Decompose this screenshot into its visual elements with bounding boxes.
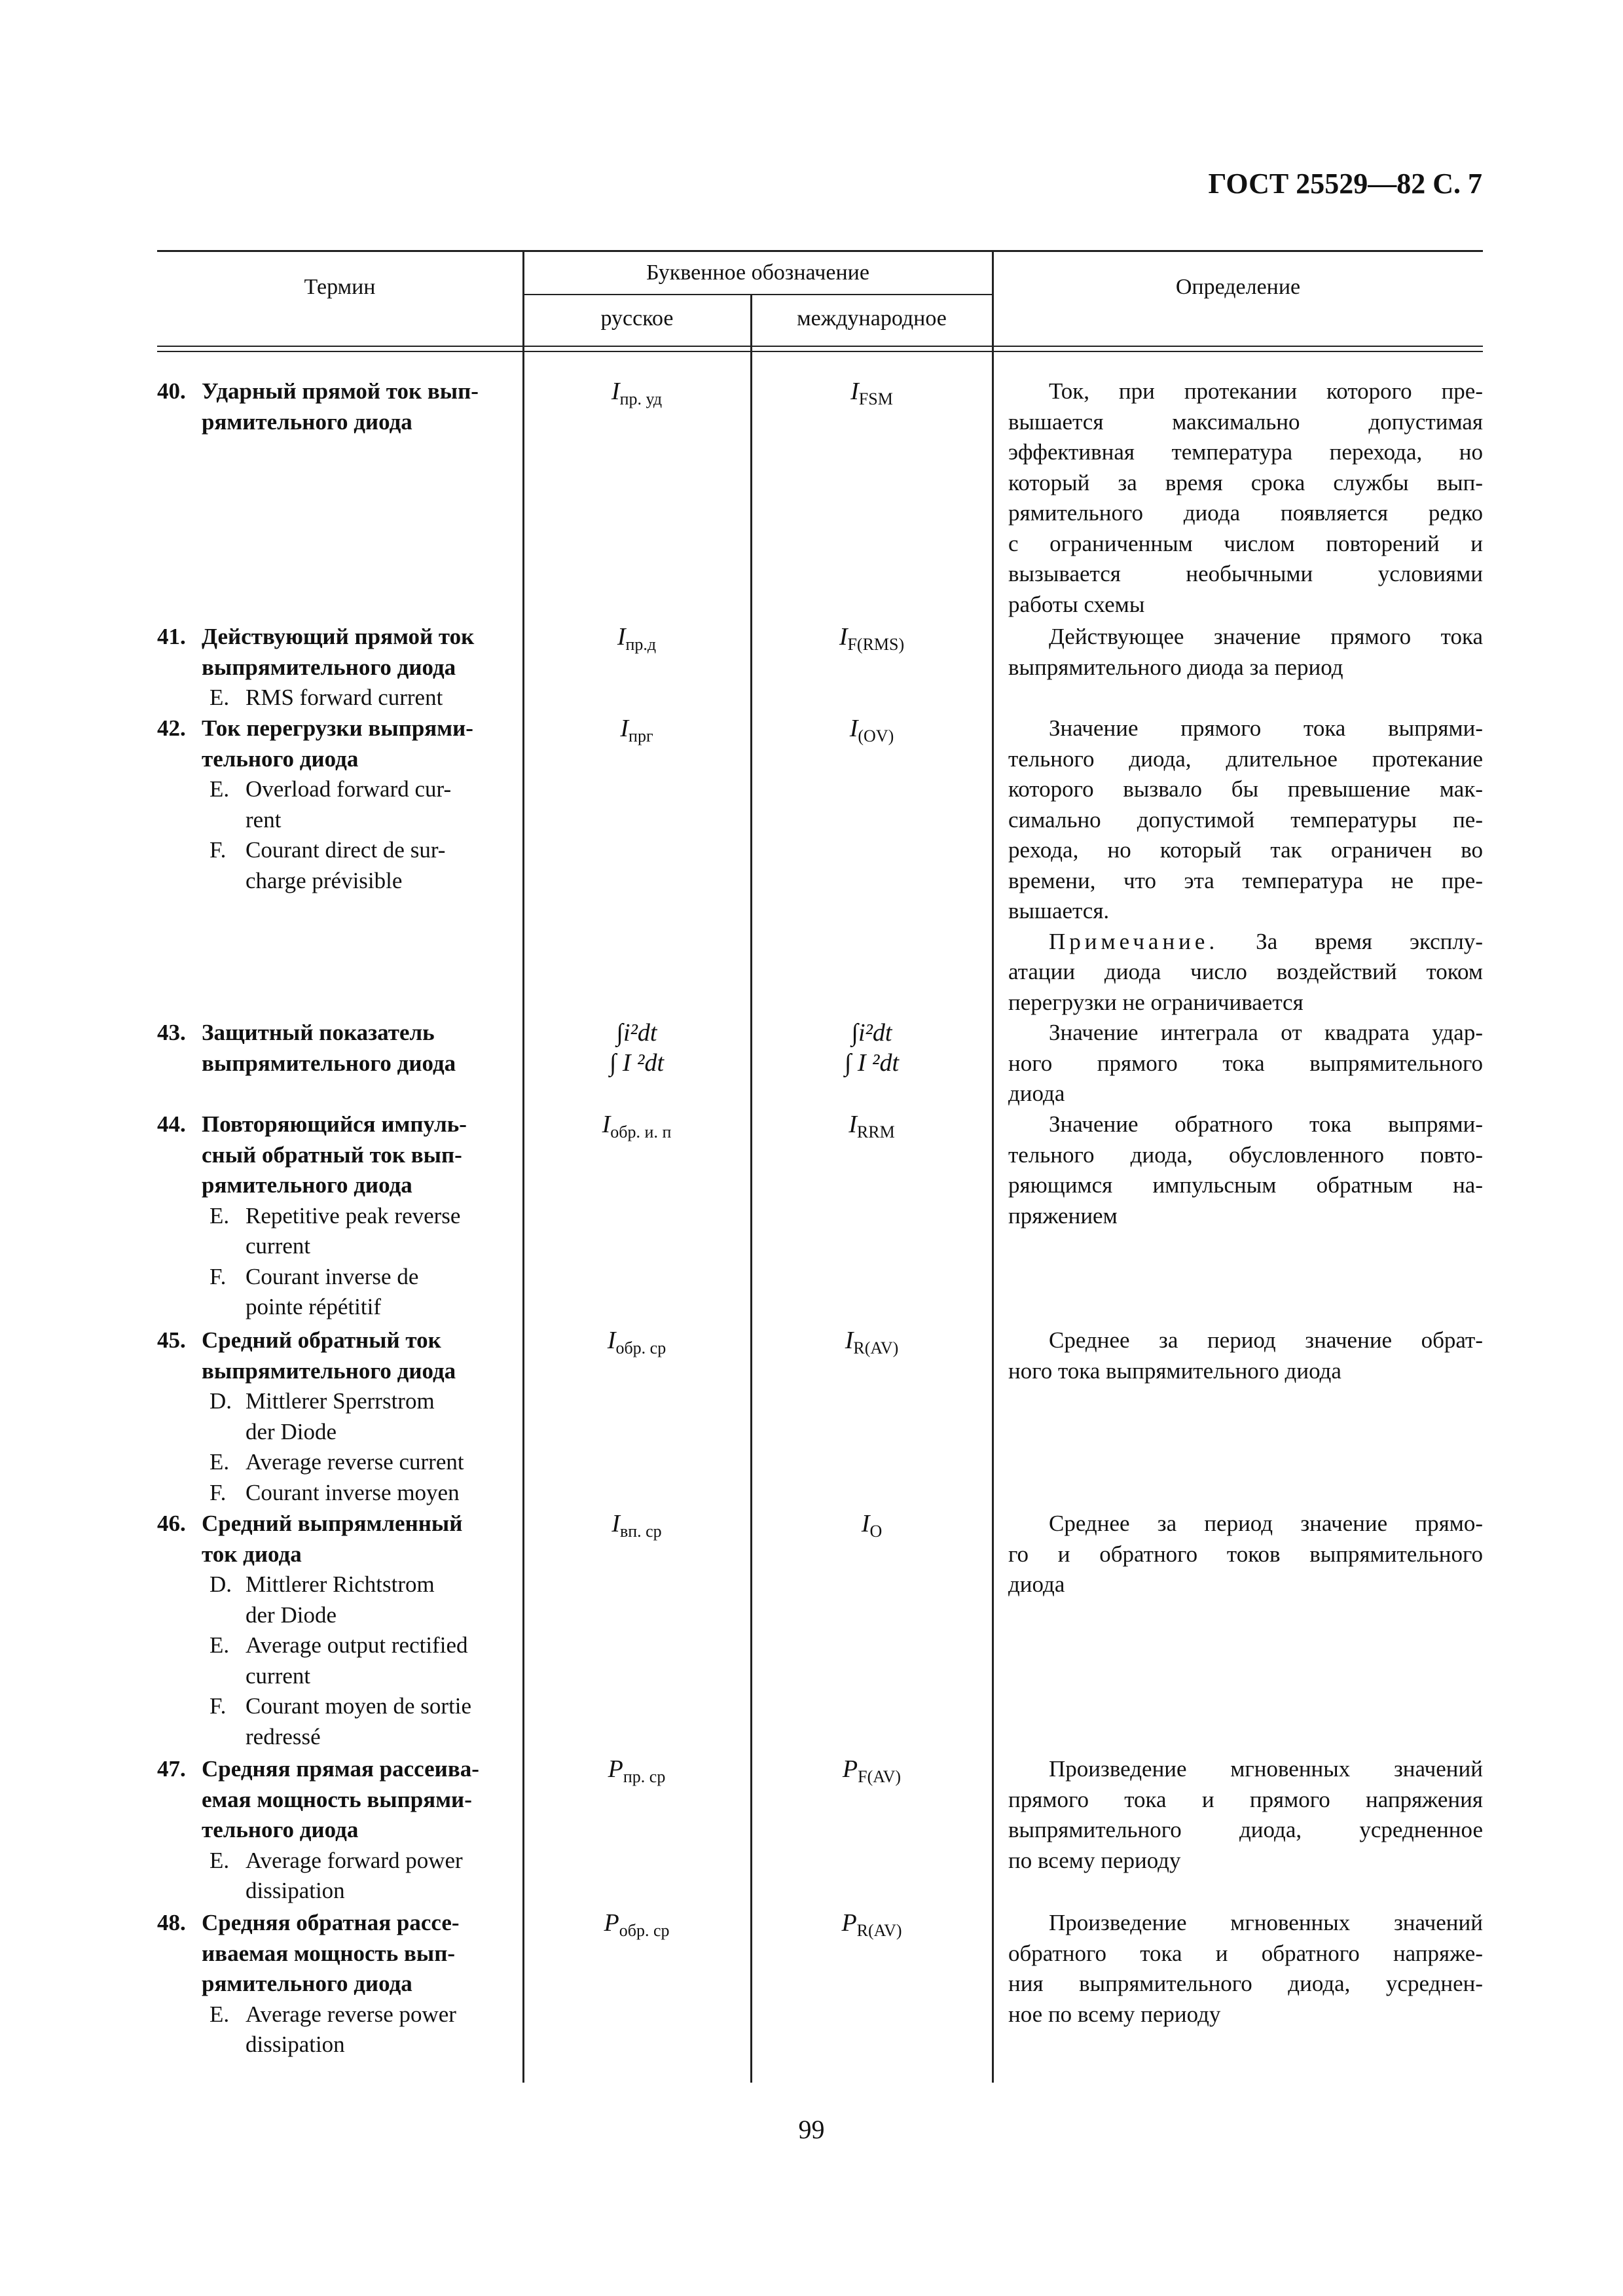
definition-line: ного прямого тока выпрямительного — [1008, 1050, 1483, 1076]
foreign-term-cont: pointe répétitif — [246, 1294, 382, 1319]
definition-line: Значение интеграла от квадрата удар- — [1049, 1020, 1483, 1045]
definition-line: симально допустимой температуры пе- — [1008, 806, 1483, 833]
term-entry — [157, 622, 524, 713]
foreign-term-cont: redressé — [246, 1723, 321, 1749]
definition-line: диода — [1008, 1081, 1065, 1106]
foreign-equivalent — [157, 1386, 524, 1447]
term-entry — [157, 1754, 524, 1907]
definition-text — [1008, 1325, 1483, 1386]
symbol-letter: I — [617, 623, 626, 651]
foreign-equivalent — [157, 2000, 524, 2060]
symbol-subscript: R(AV) — [856, 1921, 902, 1940]
definition-line: эффективная температура перехода, но — [1008, 439, 1483, 465]
definition-line: рямительного диода появляется редко — [1008, 500, 1483, 526]
symbol-subscript: вп. ср — [619, 1522, 662, 1541]
definition-line: Ток, при протекании которого пре- — [1049, 378, 1483, 404]
definition-line: вышается максимально допустимая — [1008, 408, 1483, 435]
language-code: E. — [210, 776, 230, 802]
definition-line: Действующее значение прямого тока — [1049, 624, 1483, 649]
foreign-equivalent — [157, 1691, 524, 1752]
definition-text — [1008, 713, 1483, 1018]
symbol-subscript: прг — [629, 726, 653, 745]
foreign-equivalent — [157, 683, 524, 713]
russian-symbol — [524, 1908, 750, 1946]
term-name-line — [157, 1754, 524, 1785]
symbol-subscript: обр. и. п — [610, 1122, 672, 1141]
language-code: E. — [210, 1632, 230, 1658]
term-number: 45. — [157, 1327, 186, 1353]
symbol-letter: I — [845, 1327, 854, 1354]
definition-line: работы схемы — [1008, 591, 1145, 617]
definition-line: вышается. — [1008, 898, 1110, 924]
definition-line: обратного тока и обратного напряже- — [1008, 1940, 1483, 1966]
header-russian: русское — [600, 306, 674, 331]
integral-expression: ∫i²dt — [851, 1019, 892, 1047]
term-name-line: рямительного диода — [202, 408, 412, 435]
definition-line: выпрямительного диода, усредненное — [1008, 1817, 1483, 1842]
foreign-term-cont: current — [246, 1662, 311, 1689]
term-name-line: иваемая мощность вып- — [202, 1940, 456, 1966]
integral-expression: ∫ I ²dt — [609, 1049, 664, 1077]
definition-line: го и обратного токов выпрямительного — [1008, 1541, 1483, 1567]
term-entry — [157, 376, 524, 437]
term-number: 47. — [157, 1756, 186, 1782]
foreign-equivalent — [157, 1201, 524, 1262]
definition-line: с ограниченным числом повторений и — [1008, 530, 1483, 556]
term-name-line — [157, 1018, 524, 1049]
symbol-subscript: пр. ср — [623, 1767, 666, 1786]
header-letter-designation: Буквенное обозначение — [646, 260, 869, 285]
definition-line: по всему периоду — [1008, 1847, 1181, 1873]
term-name-line: сный обратный ток вып- — [202, 1141, 462, 1168]
symbol-letter: I — [849, 715, 858, 742]
symbol-subscript: (OV) — [858, 726, 894, 745]
russian-symbol — [524, 1325, 750, 1363]
definition-line: пряжением — [1008, 1202, 1118, 1229]
term-text: Средняя прямая рассеива- — [202, 1756, 479, 1782]
note-line: перегрузки не ограничивается — [1008, 989, 1304, 1015]
term-number: 46. — [157, 1511, 186, 1536]
foreign-term: Average reverse current — [246, 1449, 464, 1475]
term-name-line — [157, 376, 524, 407]
foreign-term-cont: current — [246, 1233, 311, 1259]
international-symbol — [752, 376, 992, 414]
term-number: 48. — [157, 1910, 186, 1935]
international-symbol — [752, 1109, 992, 1147]
document-header: ГОСТ 25529—82 С. 7 — [1208, 168, 1482, 200]
term-name-line — [157, 1908, 524, 1939]
term-entry — [157, 1509, 524, 1752]
international-symbol — [752, 713, 992, 751]
definition-line: тельного диода, длительное протекание — [1008, 745, 1483, 772]
definition-text — [1008, 1018, 1483, 1109]
foreign-term-cont: charge prévisible — [246, 867, 403, 893]
header-international: международное — [797, 306, 947, 331]
definition-line: тельного диода, обусловленного повто- — [1008, 1141, 1483, 1168]
term-text: Средний обратный ток — [202, 1327, 441, 1353]
symbol-letter: I — [848, 1111, 857, 1138]
term-text: Ток перегрузки выпрями- — [202, 715, 473, 741]
definition-line: Значение обратного тока выпрями- — [1049, 1111, 1483, 1137]
term-name-line: выпрямительного диода — [202, 654, 456, 680]
term-name-line: тельного диода — [202, 745, 359, 772]
symbol-letter: I — [607, 1327, 616, 1354]
definition-line: Произведение мгновенных значений — [1049, 1910, 1483, 1935]
foreign-term: Average output rectified — [246, 1632, 468, 1658]
symbol-letter: I — [620, 715, 629, 742]
foreign-term-cont: rent — [246, 806, 282, 833]
definition-line: рехода, но который так ограничен во — [1008, 837, 1483, 863]
integral-expression: ∫i²dt — [616, 1019, 657, 1047]
foreign-equivalent — [157, 1447, 524, 1478]
integral-expression: ∫ I ²dt — [844, 1049, 899, 1077]
term-text: Защитный показатель — [202, 1020, 435, 1045]
symbol-letter: I — [850, 378, 859, 405]
subheader-rule — [524, 294, 992, 295]
term-name-line: выпрямительного диода — [202, 1357, 456, 1384]
term-name-line — [157, 1325, 524, 1356]
russian-symbol — [524, 713, 750, 751]
page-number: 99 — [798, 2115, 825, 2144]
foreign-term-cont: dissipation — [246, 1878, 345, 1903]
language-code: E. — [210, 1847, 230, 1873]
term-name-line — [157, 622, 524, 653]
note-line: атации диода число воздействий током — [1008, 959, 1483, 984]
language-code: F. — [210, 1479, 227, 1505]
language-code: E. — [210, 1449, 230, 1475]
symbol-subscript: FSM — [858, 389, 893, 408]
note-text: За время эксплу- — [1218, 928, 1483, 954]
definition-text — [1008, 1109, 1483, 1231]
foreign-term: Mittlerer Richtstrom — [246, 1571, 435, 1597]
symbol-subscript: O — [869, 1522, 883, 1541]
symbol-subscript: F(AV) — [858, 1767, 902, 1786]
language-code: E. — [210, 685, 230, 710]
foreign-term: Mittlerer Sperrstrom — [246, 1388, 435, 1414]
definition-text — [1008, 1908, 1483, 2030]
language-code: D. — [210, 1388, 232, 1414]
foreign-equivalent — [157, 774, 524, 835]
russian-symbol — [524, 1018, 750, 1078]
term-name-line: ток диода — [202, 1541, 302, 1567]
symbol-letter: I — [839, 623, 848, 651]
foreign-equivalent — [157, 835, 524, 896]
international-symbol — [752, 1908, 992, 1946]
term-name-line — [157, 713, 524, 744]
foreign-term: Courant direct de sur- — [246, 837, 446, 863]
definition-text — [1008, 622, 1483, 683]
note-line — [1008, 927, 1483, 958]
symbol-letter: I — [861, 1510, 870, 1537]
definition-line: ного тока выпрямительного диода — [1008, 1357, 1341, 1384]
column-divider-2 — [750, 294, 752, 2083]
definition-text — [1008, 1754, 1483, 1876]
symbol-subscript: RRM — [856, 1122, 895, 1141]
definition-line: выпрямительного диода за период — [1008, 654, 1343, 680]
header-definition: Определение — [1175, 275, 1301, 299]
term-name-line — [157, 1509, 524, 1539]
symbol-letter: P — [841, 1909, 857, 1937]
definition-line: диода — [1008, 1571, 1065, 1597]
term-entry — [157, 1325, 524, 1508]
foreign-term: Overload forward cur- — [246, 776, 452, 802]
definition-line: который за время срока службы вып- — [1008, 469, 1483, 495]
foreign-term: Average reverse power — [246, 2001, 456, 2027]
term-number: 40. — [157, 378, 186, 404]
term-entry — [157, 713, 524, 896]
definition-line: времени, что эта температура не пре- — [1008, 867, 1483, 893]
foreign-term: Courant moyen de sortie — [246, 1693, 472, 1719]
term-text: Действующий прямой ток — [202, 624, 475, 649]
symbol-subscript: F(RMS) — [847, 635, 905, 654]
language-code: E. — [210, 2001, 230, 2027]
definition-text — [1008, 1509, 1483, 1600]
term-text: Ударный прямой ток вып- — [202, 378, 479, 404]
international-symbol — [752, 1325, 992, 1363]
definition-line: вызывается необычными условиями — [1008, 561, 1483, 586]
note-label: Примечание. — [1049, 928, 1219, 954]
definition-line: Среднее за период значение прямо- — [1049, 1511, 1483, 1536]
definition-line: Среднее за период значение обрат- — [1049, 1327, 1483, 1353]
international-symbol — [752, 622, 992, 660]
symbol-letter: P — [842, 1755, 858, 1783]
foreign-term: Courant inverse de — [246, 1263, 419, 1289]
language-code: F. — [210, 1263, 227, 1289]
symbol-letter: I — [611, 1510, 620, 1537]
term-number: 43. — [157, 1020, 186, 1045]
symbol-letter: I — [611, 378, 620, 405]
foreign-equivalent — [157, 1478, 524, 1509]
symbol-subscript: обр. ср — [615, 1338, 666, 1357]
symbol-letter: P — [604, 1909, 619, 1937]
term-name-line: выпрямительного диода — [202, 1050, 456, 1076]
foreign-equivalent — [157, 1262, 524, 1323]
symbol-letter: I — [602, 1111, 611, 1138]
russian-symbol — [524, 1754, 750, 1792]
term-name-line — [157, 1109, 524, 1140]
language-code: F. — [210, 837, 227, 863]
foreign-term-cont: der Diode — [246, 1602, 337, 1628]
term-number: 42. — [157, 715, 186, 741]
definition-line: ное по всему периоду — [1008, 2001, 1221, 2027]
term-text: Повторяющийся импуль- — [202, 1111, 467, 1137]
foreign-term-cont: der Diode — [246, 1418, 337, 1444]
term-name-line: тельного диода — [202, 1817, 359, 1842]
russian-symbol — [524, 1109, 750, 1147]
term-entry — [157, 1018, 524, 1079]
symbol-subscript: R(AV) — [853, 1338, 899, 1357]
foreign-equivalent — [157, 1570, 524, 1630]
definition-text — [1008, 376, 1483, 620]
term-text: Средняя обратная рассе- — [202, 1910, 460, 1935]
russian-symbol — [524, 622, 750, 660]
international-symbol — [752, 1754, 992, 1792]
foreign-equivalent — [157, 1630, 524, 1691]
definition-line: ния выпрямительного диода, усреднен- — [1008, 1971, 1483, 1996]
definition-line: прямого тока и прямого напряжения — [1008, 1786, 1483, 1812]
foreign-term: Courant inverse moyen — [246, 1479, 460, 1505]
international-symbol — [752, 1509, 992, 1547]
language-code: D. — [210, 1571, 232, 1597]
russian-symbol — [524, 376, 750, 414]
foreign-term: Repetitive peak reverse — [246, 1202, 461, 1229]
language-code: E. — [210, 1202, 230, 1229]
term-name-line: рямительного диода — [202, 1971, 412, 1996]
term-number: 41. — [157, 624, 186, 649]
symbol-subscript: пр.д — [625, 635, 657, 654]
symbol-subscript: пр. уд — [619, 389, 663, 408]
symbol-letter: P — [608, 1755, 623, 1783]
term-number: 44. — [157, 1111, 186, 1137]
symbol-subscript: обр. ср — [619, 1921, 670, 1940]
definition-line: которого вызвало бы превышение мак- — [1008, 776, 1483, 802]
foreign-term-cont: dissipation — [246, 2032, 345, 2057]
international-symbol — [752, 1018, 992, 1078]
foreign-term: Average forward power — [246, 1847, 463, 1873]
table-top-rule — [157, 250, 1483, 252]
definition-line: ряющимся импульсным обратным на- — [1008, 1172, 1483, 1198]
term-entry — [157, 1109, 524, 1323]
term-name-line: рямительного диода — [202, 1172, 412, 1198]
definition-line: Произведение мгновенных значений — [1049, 1756, 1483, 1782]
term-text: Средний выпрямленный — [202, 1511, 463, 1536]
foreign-term: RMS forward current — [246, 685, 443, 710]
russian-symbol — [524, 1509, 750, 1547]
language-code: F. — [210, 1693, 227, 1719]
term-name-line: емая мощность выпрями- — [202, 1786, 472, 1812]
term-entry — [157, 1908, 524, 2060]
header-bottom-rule-double — [157, 351, 1483, 352]
header-bottom-rule — [157, 346, 1483, 347]
definition-line: Значение прямого тока выпрями- — [1049, 715, 1483, 741]
column-divider-3 — [992, 250, 994, 2083]
foreign-equivalent — [157, 1846, 524, 1907]
header-term: Термин — [304, 275, 376, 299]
